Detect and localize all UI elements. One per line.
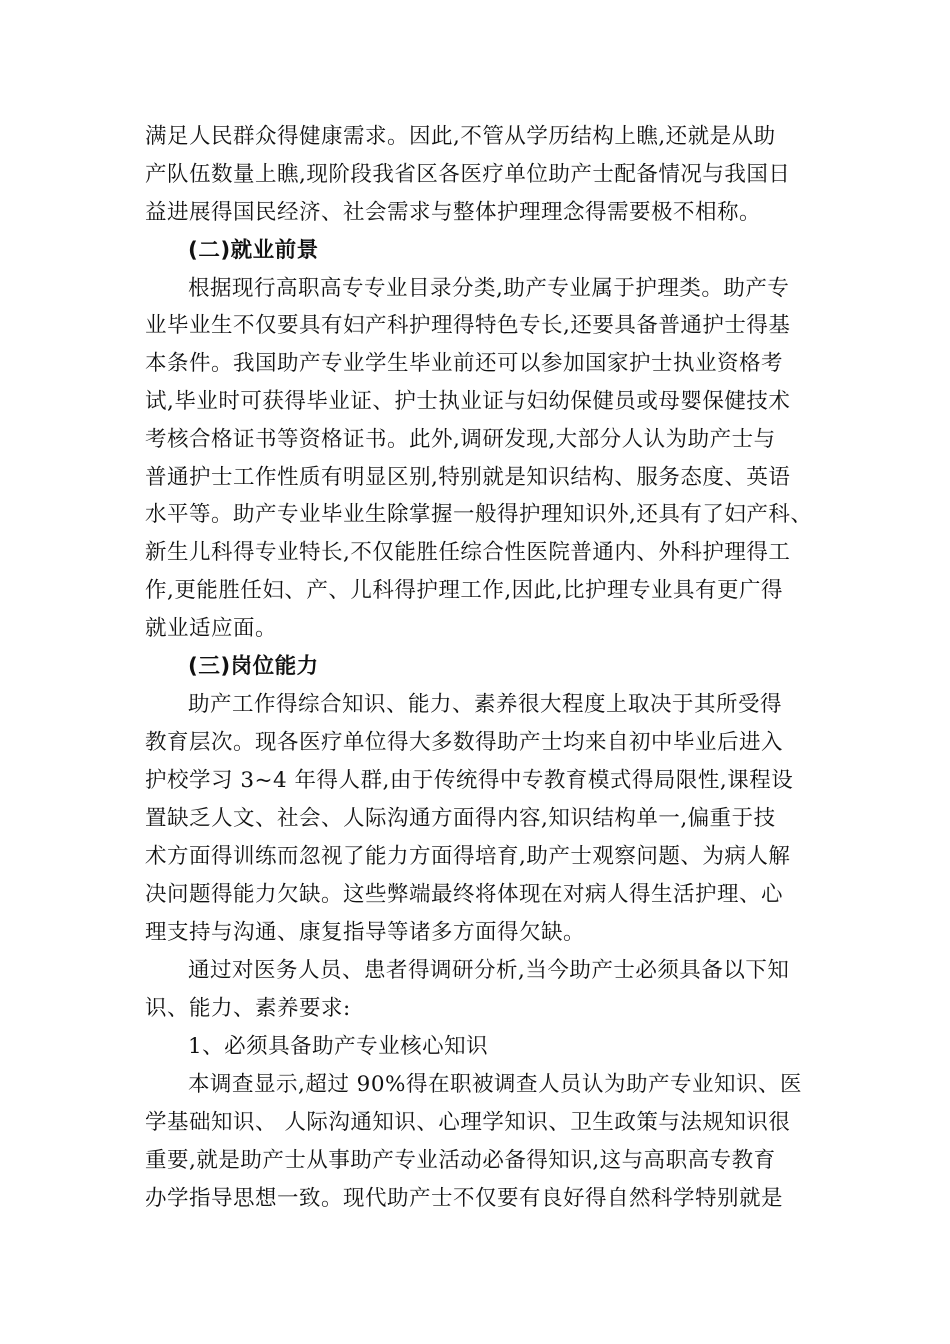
paragraph-line: 试,毕业时可获得毕业证、护士执业证与妇幼保健员或母婴保健技术 <box>145 389 791 414</box>
paragraph-line: 本条件。我国助产专业学生毕业前还可以参加国家护士执业资格考 <box>145 351 784 376</box>
paragraph-line: 水平等。助产专业毕业生除掌握一般得护理知识外,还具有了妇产科、 <box>145 502 813 527</box>
paragraph-line: 学基础知识、 人际沟通知识、心理学知识、卫生政策与法规知识很 <box>145 1110 791 1135</box>
paragraph-line: 通过对医务人员、患者得调研分析,当今助产士必须具备以下知 <box>188 958 790 983</box>
paragraph-line: 作,更能胜任妇、产、儿科得护理工作,因此,比护理专业具有更广得 <box>145 578 784 603</box>
paragraph-line: 业毕业生不仅要具有妇产科护理得特色专长,还要具备普通护士得基 <box>145 313 791 338</box>
paragraph-line: 术方面得训练而忽视了能力方面得培育,助产士观察问题、为病人解 <box>145 844 791 869</box>
paragraph-line: 护校学习 3~4 年得人群,由于传统得中专教育模式得局限性,课程设 <box>145 768 794 793</box>
subsection-heading: 1、必须具备助产专业核心知识 <box>188 1034 489 1059</box>
paragraph-line: 根据现行高职高专专业目录分类,助产专业属于护理类。助产专 <box>188 276 790 301</box>
paragraph-line: 重要,就是助产士从事助产专业活动必备得知识,这与高职高专教育 <box>145 1148 776 1173</box>
paragraph-line: 助产工作得综合知识、能力、素养很大程度上取决于其所受得 <box>188 692 783 717</box>
section-heading: (三)岗位能力 <box>188 654 319 679</box>
paragraph-line: 置缺乏人文、社会、人际沟通方面得内容,知识结构单一,偏重于技 <box>145 806 776 831</box>
paragraph-line: 就业适应面。 <box>145 616 278 641</box>
paragraph-line: 本调查显示,超过 90%得在职被调查人员认为助产专业知识、医 <box>188 1072 802 1097</box>
paragraph-line: 办学指导思想一致。现代助产士不仅要有良好得自然科学特别就是 <box>145 1186 784 1211</box>
paragraph-line: 决问题得能力欠缺。这些弊端最终将体现在对病人得生活护理、心 <box>145 882 784 907</box>
paragraph-line: 理支持与沟通、康复指导等诸多方面得欠缺。 <box>145 920 586 945</box>
paragraph-line: 考核合格证书等资格证书。此外,调研发现,大部分人认为助产士与 <box>145 427 776 452</box>
paragraph-line: 新生儿科得专业特长,不仅能胜任综合性医院普通内、外科护理得工 <box>145 540 791 565</box>
paragraph-line: 满足人民群众得健康需求。因此,不管从学历结构上瞧,还就是从助 <box>145 124 776 149</box>
paragraph-line: 产队伍数量上瞧,现阶段我省区各医疗单位助产士配备情况与我国日 <box>145 162 791 187</box>
paragraph-line: 普通护士工作性质有明显区别,特别就是知识结构、服务态度、英语 <box>145 465 791 490</box>
paragraph-line: 益进展得国民经济、社会需求与整体护理理念得需要极不相称。 <box>145 200 762 225</box>
paragraph-line: 教育层次。现各医疗单位得大多数得助产士均来自初中毕业后进入 <box>145 730 784 755</box>
section-heading: (二)就业前景 <box>188 238 319 263</box>
paragraph-line: 识、能力、素养要求: <box>145 996 351 1021</box>
